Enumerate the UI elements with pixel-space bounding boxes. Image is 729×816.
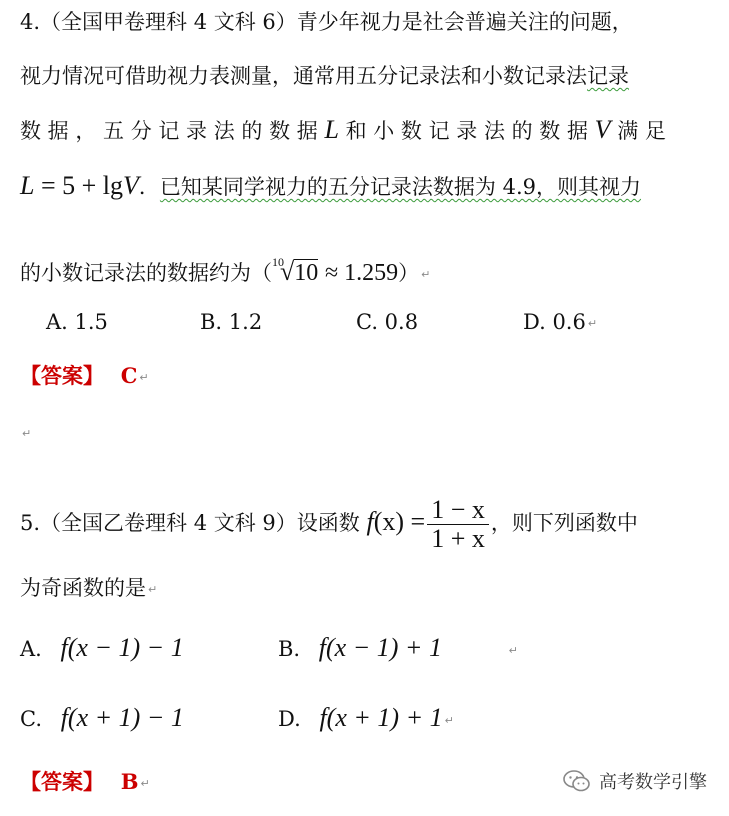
root-index: 10 <box>272 255 284 269</box>
watermark-text: 高考数学引擎 <box>599 772 707 793</box>
q4-line-3 <box>20 116 666 145</box>
q5-option-b <box>278 634 518 665</box>
q4-text: 4.（全国甲卷理科 4 文科 6）青少年视力是社会普遍关注的问题， <box>20 10 633 34</box>
answer-value: B <box>120 769 139 794</box>
fraction-numerator: 1 − x <box>427 496 489 525</box>
q4-line-4 <box>20 172 641 201</box>
wechat-icon <box>563 770 591 792</box>
option-text: A. 1.5 <box>46 310 108 334</box>
q4-text: 数 据 ， 五 分 记 录 法 的 数 据 <box>20 119 325 143</box>
option-text: C. 0.8 <box>356 310 419 334</box>
q5-text: 5.（全国乙卷理科 4 文科 9）设函数 <box>20 511 367 535</box>
formula-v: V <box>123 171 139 200</box>
q5-option-c <box>20 704 184 733</box>
answer-label: 【答案】 <box>20 769 104 794</box>
paragraph-mark-icon: ↵ <box>148 582 158 596</box>
paragraph-mark-icon: ↵ <box>587 316 598 330</box>
q4-text: 已知某同学视力的五分记录法数据为 4.9，则其视力 <box>159 175 641 199</box>
q5-option-a <box>20 634 184 663</box>
q4-text: ） <box>398 261 420 285</box>
option-expr: f(x − 1) − 1 <box>60 633 184 662</box>
q4-text: 的小数记录法的数据约为（ <box>20 261 272 285</box>
func-name: f <box>366 507 374 536</box>
paragraph-mark-icon: ↵ <box>22 426 32 440</box>
q4-text-squiggle: 记录 <box>587 64 629 88</box>
paragraph-mark-icon: ↵ <box>508 643 518 657</box>
q4-text: 和 小 数 记 录 法 的 数 据 <box>338 119 595 143</box>
q4-line-5 <box>20 248 430 289</box>
fraction-denominator: 1 + x <box>431 524 485 553</box>
option-label: C. <box>20 707 42 731</box>
q5-text: ，则下列函数中 <box>490 511 638 535</box>
paragraph-mark-icon: ↵ <box>139 370 149 384</box>
option-label: D. <box>278 707 301 731</box>
q4-option-c <box>356 308 418 336</box>
q4-text: 视力情况可借助视力表测量，通常用五分记录法和小数记录法 <box>20 64 587 88</box>
answer-value: C <box>120 363 138 388</box>
option-expr: f(x + 1) + 1 <box>319 703 443 732</box>
q4-text: 满 足 <box>610 119 666 143</box>
paragraph-mark-icon: ↵ <box>140 776 150 790</box>
q4-line-2 <box>20 62 629 90</box>
q5-text: 为奇函数的是 <box>20 576 146 600</box>
var-L: L <box>324 115 339 144</box>
root-approx: ≈ 1.259 <box>324 260 399 286</box>
empty-paragraph <box>20 418 31 448</box>
option-expr: f(x + 1) − 1 <box>60 703 184 732</box>
var-V: V <box>594 115 611 144</box>
option-label: B. <box>278 637 301 661</box>
formula-lhs: L <box>20 171 35 200</box>
q5-answer <box>20 768 150 798</box>
fraction <box>427 496 489 553</box>
option-label: A. <box>20 637 42 661</box>
q4-option-d <box>523 308 597 338</box>
option-expr: f(x − 1) + 1 <box>318 633 442 662</box>
paragraph-mark-icon: ↵ <box>421 267 431 281</box>
paragraph-mark-icon: ↵ <box>444 713 454 727</box>
answer-label: 【答案】 <box>20 363 104 388</box>
option-text: B. 1.2 <box>200 310 263 334</box>
func-arg: (x) = <box>373 507 426 536</box>
q5-option-d <box>278 704 454 735</box>
radical-sign: √ <box>280 257 295 286</box>
q4-answer <box>20 362 149 392</box>
q4-option-a <box>46 308 108 336</box>
root-radicand: 10 <box>294 260 319 286</box>
formula-eq: = 5 + lg <box>34 171 124 200</box>
q4-option-b <box>200 308 262 336</box>
q5-line-2 <box>20 574 157 604</box>
watermark <box>563 768 707 794</box>
option-text: D. 0.6 <box>523 310 586 334</box>
q5-line-1 <box>20 496 638 553</box>
formula-end: ． <box>138 175 160 199</box>
q4-line-1 <box>20 8 633 36</box>
